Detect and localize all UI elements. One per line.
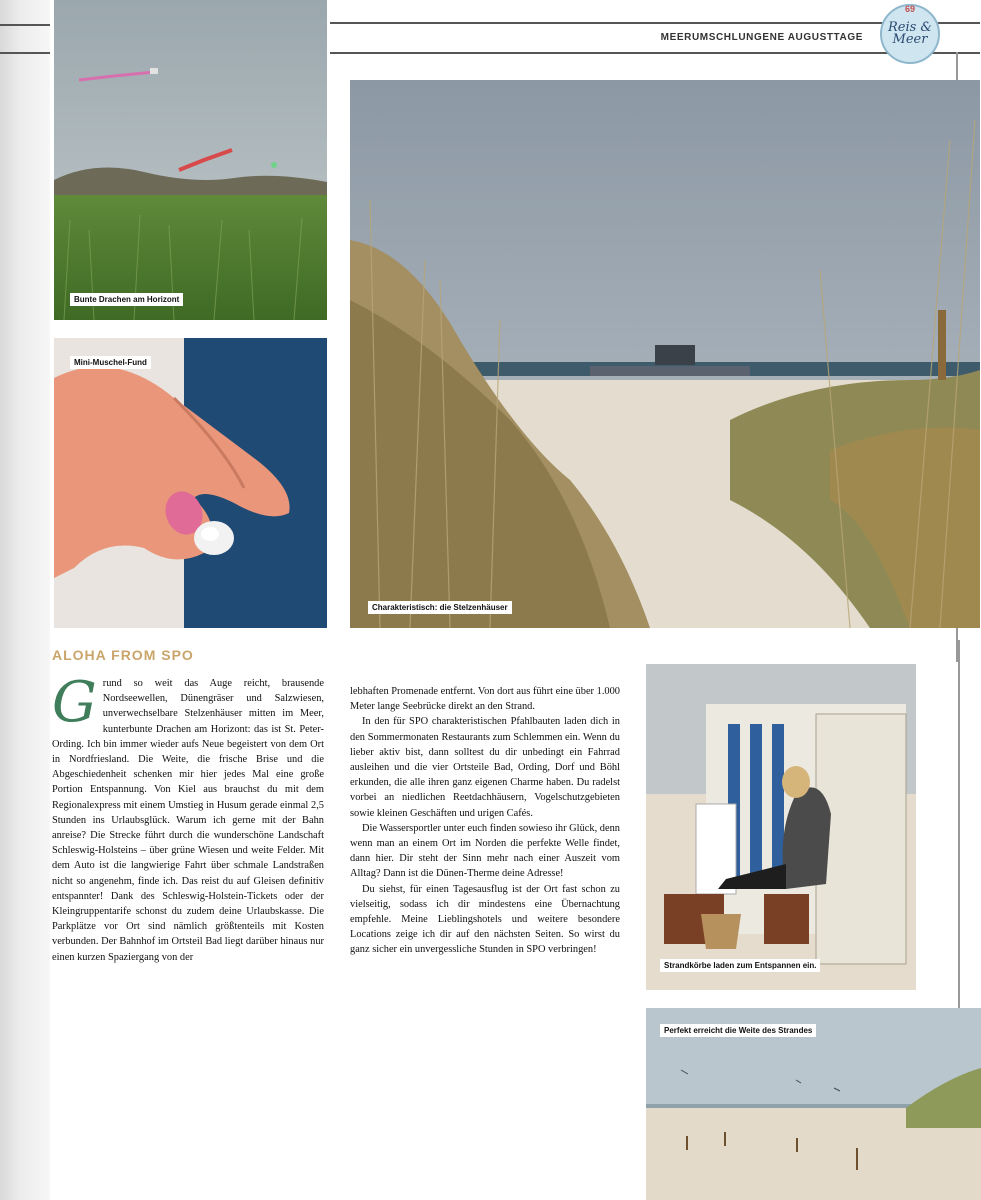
- caption-shell: Mini-Muschel-Fund: [70, 356, 151, 369]
- beach-chair-illustration: [646, 664, 916, 990]
- caption-kites: Bunte Drachen am Horizont: [70, 293, 183, 306]
- caption-dunes: Charakteristisch: die Stelzenhäuser: [368, 601, 512, 614]
- column1-text: rund so weit das Auge reicht, brausende Nordseewellen, Dünengräser und Salzwiesen, unverwechselbare Stelzenhäuser mitten im Meer, kunterbunte Drachen am Horizont: das ist St. Peter-Ording. Ich bin immer wieder aufs Neue begeistert von dem Ort in Nordfriesland. Die Weite, die frische Brise und die Abgeschiedenheit schenken mir hier jedes Mal eine große Portion Entspannung. Von Kiel aus brauchst du mit dem Regionalexpress mit einem Umstieg in Husum gerade einmal 2,5 Stunden ins Urlaubsglück. Warum ich gerne mit der Bahn anreise? Die Strecke führt durch die wunderschöne Landschaft Schleswig-Holsteins – über grüne Wiesen und weite Felder. Mit dem Auto ist die langwierige Fahrt über schmale Landstraßen nicht so angenehm, finde ich. Das reist du auf Gleisen definitiv entspannter! Dank des Schleswig-Holstein-Tickets oder der Kleingruppentarife schonst du zudem deine Urlaubskasse. Die Parkplätze vor Ort sind nämlich größtenteils mit Kosten verbunden. Der Bahnhof im Ortsteil Bad liegt darüber hinaus nur einen kurzen Spaziergang von der: [52, 678, 324, 963]
- photo-beach: [646, 1008, 981, 1200]
- drop-cap: G: [52, 670, 97, 735]
- column2-paragraph-3: Die Wassersportler unter euch finden sowieso ihr Glück, denn wenn man an einem Ort im Norden die perfekte Welle findet, dann hier. Dir steht der Sinn mehr nach einer Auszeit vom Alltag? Dann ist die Dünen-Therme deine Adresse!: [350, 822, 620, 880]
- dune-path-illustration: [350, 80, 980, 628]
- article-column-2: [350, 684, 620, 958]
- photo-shell: [54, 338, 327, 628]
- running-title: MEERUMSCHLUNGENE AUGUSTTAGE: [660, 32, 863, 43]
- hand-with-shell-illustration: [54, 338, 327, 628]
- gutter-rule-top: [0, 24, 50, 26]
- article-column-1: [52, 670, 324, 965]
- caption-beach: Perfekt erreicht die Weite des Strandes: [660, 1024, 816, 1037]
- magazine-badge: [880, 4, 940, 64]
- page-gutter-shadow: [0, 0, 50, 1200]
- article-heading: ALOHA FROM SPO: [52, 647, 194, 663]
- photo-kites: [54, 0, 327, 320]
- column2-paragraph-4: Du siehst, für einen Tagesausflug ist der Ort fast schon zu vielseitig, sodass ich dir mindestens eine Übernachtung empfehle. Meine Lieblingshotels und weitere besondere Locations zeige ich dir auf den nächsten Seiten. So wirst du ganz sicher ein unvergessliche Stunden in SPO verbringen!: [350, 883, 620, 956]
- column2-paragraph-2: In den für SPO charakteristischen Pfahlbauten laden dich in den Sommermonaten Restaurants zum Schlemmen ein. Wenn du lieber aktiv bist, dann solltest du dir unbedingt ein Fahrrad ausleihen und die vier Ortsteile Bad, Ording, Dorf und Böhl erkunden, die alle ihren ganz eigenen Charme haben. Du radelst vorbei an niedlichen Reetdachhäusern, Vogelschutzgebieten sowie kleinen Geschäften und urigen Cafés.: [350, 716, 620, 819]
- caption-beach-chair: Strandkörbe laden zum Entspannen ein.: [660, 959, 820, 972]
- badge-logo-text: Reis & Meer: [887, 20, 932, 47]
- gutter-rule-bottom: [0, 52, 50, 54]
- photo-dunes: [350, 80, 980, 628]
- kites-illustration: [54, 0, 327, 320]
- photo-beach-chair: [646, 664, 916, 990]
- column2-paragraph-1: lebhaften Promenade entfernt. Von dort aus führt eine über 1.000 Meter lange Seebrücke direkt an den Strand.: [350, 686, 620, 713]
- margin-rule-lower: [958, 640, 960, 1010]
- page-number: 69: [904, 4, 915, 14]
- header-rule-bottom: [330, 52, 980, 54]
